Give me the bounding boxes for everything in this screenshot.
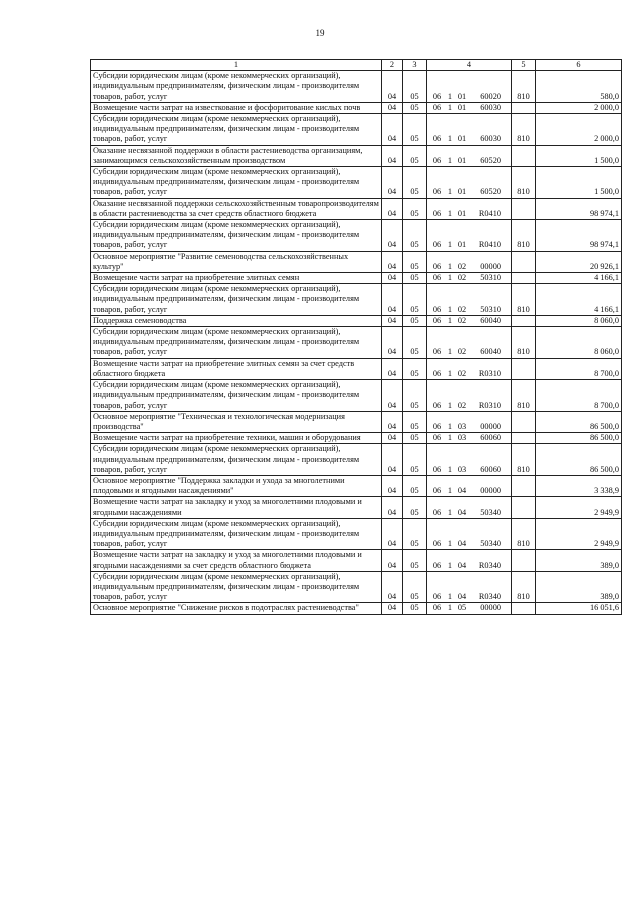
csr-part: 06	[432, 539, 442, 549]
row-name: Субсидии юридическим лицам (кроме некоммерческих организаций), индивидуальным предпринимателям, физическим лицам - производителям товаров, работ, услуг	[91, 518, 382, 550]
row-name: Субсидии юридическим лицам (кроме некоммерческих организаций), индивидуальным предпринимателям, физическим лицам - производителям товаров, работ, услуг	[91, 114, 382, 146]
csr-part: 60030	[480, 134, 501, 144]
row-vr: 810	[512, 167, 536, 199]
row-rz: 04	[382, 380, 403, 412]
csr-part: 1	[447, 155, 453, 165]
table-row	[91, 145, 622, 166]
row-vr	[512, 433, 536, 444]
row-rz: 04	[382, 167, 403, 199]
row-sum: 2 949,9	[536, 497, 622, 518]
row-name: Субсидии юридическим лицам (кроме некоммерческих организаций), индивидуальным предпринимателям, физическим лицам - производителям товаров, работ, услуг	[91, 284, 382, 316]
row-name: Основное мероприятие "Техническая и технологическая модернизация производства"	[91, 411, 382, 432]
csr-part: 02	[457, 347, 467, 357]
csr-part: 60060	[480, 464, 501, 474]
row-rz: 04	[382, 114, 403, 146]
row-rz: 04	[382, 518, 403, 550]
csr-part: R0340	[478, 592, 501, 602]
row-csr	[427, 114, 512, 146]
row-pr: 05	[403, 497, 427, 518]
row-sum: 8 060,0	[536, 315, 622, 326]
row-sum: 86 500,0	[536, 444, 622, 476]
row-rz: 04	[382, 315, 403, 326]
csr-part: 04	[457, 539, 467, 549]
csr-part: 1	[447, 261, 453, 271]
csr-part: 03	[457, 464, 467, 474]
row-sum: 2 000,0	[536, 114, 622, 146]
row-vr: 810	[512, 327, 536, 359]
table-row	[91, 358, 622, 379]
row-vr	[512, 411, 536, 432]
table-body	[91, 71, 622, 614]
row-pr: 05	[403, 475, 427, 496]
csr-part: 1	[447, 347, 453, 357]
row-csr	[427, 497, 512, 518]
csr-part: 1	[447, 91, 453, 101]
csr-part: 06	[432, 155, 442, 165]
table-row	[91, 114, 622, 146]
row-csr	[427, 167, 512, 199]
row-sum: 86 500,0	[536, 411, 622, 432]
table-row	[91, 571, 622, 603]
row-name: Основное мероприятие "Снижение рисков в подотраслях растениеводства"	[91, 603, 382, 614]
row-name: Поддержка семеноводства	[91, 315, 382, 326]
row-pr: 05	[403, 603, 427, 614]
csr-part: 00000	[480, 421, 501, 431]
row-pr: 05	[403, 327, 427, 359]
row-csr	[427, 284, 512, 316]
header-row	[91, 60, 622, 71]
row-rz: 04	[382, 550, 403, 571]
row-name: Возмещение части затрат на приобретение техники, машин и оборудования	[91, 433, 382, 444]
row-rz: 04	[382, 444, 403, 476]
header-cell: 4	[427, 60, 512, 71]
csr-part: 01	[457, 240, 467, 250]
row-pr: 05	[403, 518, 427, 550]
csr-part: 02	[457, 315, 467, 325]
csr-part: 06	[432, 347, 442, 357]
csr-part: 06	[432, 187, 442, 197]
row-name: Основное мероприятие "Развитие семеноводства сельскохозяйственных культур"	[91, 251, 382, 272]
table-row	[91, 380, 622, 412]
table-row	[91, 284, 622, 316]
csr-part: 04	[457, 560, 467, 570]
row-sum: 8 700,0	[536, 380, 622, 412]
row-pr: 05	[403, 444, 427, 476]
row-name: Субсидии юридическим лицам (кроме некоммерческих организаций), индивидуальным предпринимателям, физическим лицам - производителям товаров, работ, услуг	[91, 71, 382, 103]
row-csr	[427, 315, 512, 326]
table-row	[91, 327, 622, 359]
csr-part: 50310	[480, 304, 501, 314]
row-csr	[427, 603, 512, 614]
row-pr: 05	[403, 102, 427, 113]
csr-part: 60520	[480, 187, 501, 197]
row-vr: 810	[512, 114, 536, 146]
row-csr	[427, 251, 512, 272]
row-sum: 1 500,0	[536, 145, 622, 166]
csr-part: 1	[447, 208, 453, 218]
row-rz: 04	[382, 251, 403, 272]
row-pr: 05	[403, 315, 427, 326]
csr-part: 06	[432, 240, 442, 250]
row-csr	[427, 444, 512, 476]
csr-part: 06	[432, 304, 442, 314]
row-rz: 04	[382, 603, 403, 614]
row-vr	[512, 497, 536, 518]
csr-part: 1	[447, 421, 453, 431]
csr-part: 1	[447, 539, 453, 549]
row-rz: 04	[382, 198, 403, 219]
csr-part: 06	[432, 592, 442, 602]
row-csr	[427, 380, 512, 412]
csr-part: 02	[457, 400, 467, 410]
row-name: Субсидии юридическим лицам (кроме некоммерческих организаций), индивидуальным предпринимателям, физическим лицам - производителям товаров, работ, услуг	[91, 220, 382, 252]
csr-part: 1	[447, 273, 453, 283]
csr-part: 02	[457, 261, 467, 271]
row-rz: 04	[382, 145, 403, 166]
row-pr: 05	[403, 380, 427, 412]
row-pr: 05	[403, 273, 427, 284]
csr-part: 60030	[480, 102, 501, 112]
csr-part: 50340	[480, 539, 501, 549]
csr-part: 1	[447, 304, 453, 314]
row-name: Основное мероприятие "Поддержка закладки и ухода за многолетними плодовыми и ягодными насаждениями"	[91, 475, 382, 496]
row-csr	[427, 198, 512, 219]
row-rz: 04	[382, 358, 403, 379]
csr-part: 06	[432, 603, 442, 613]
row-vr	[512, 102, 536, 113]
row-sum: 20 926,1	[536, 251, 622, 272]
row-rz: 04	[382, 497, 403, 518]
table-row	[91, 411, 622, 432]
csr-part: 06	[432, 400, 442, 410]
table-row	[91, 71, 622, 103]
csr-part: 00000	[480, 261, 501, 271]
row-sum: 389,0	[536, 571, 622, 603]
row-pr: 05	[403, 571, 427, 603]
row-csr	[427, 571, 512, 603]
row-rz: 04	[382, 411, 403, 432]
row-sum: 580,0	[536, 71, 622, 103]
row-pr: 05	[403, 284, 427, 316]
row-pr: 05	[403, 167, 427, 199]
csr-part: 60020	[480, 91, 501, 101]
row-name: Оказание несвязанной поддержки в области растениеводства организациям, занимающимся сельскохозяйственным производством	[91, 145, 382, 166]
row-sum: 8 060,0	[536, 327, 622, 359]
table-row	[91, 518, 622, 550]
row-vr: 810	[512, 518, 536, 550]
table-row	[91, 550, 622, 571]
header-cell: 2	[382, 60, 403, 71]
row-sum: 86 500,0	[536, 433, 622, 444]
row-vr: 810	[512, 571, 536, 603]
csr-part: 06	[432, 315, 442, 325]
csr-part: 1	[447, 603, 453, 613]
row-vr	[512, 145, 536, 166]
table-row	[91, 315, 622, 326]
row-name: Возмещение части затрат на приобретение элитных семян	[91, 273, 382, 284]
csr-part: R0340	[478, 560, 501, 570]
csr-part: 06	[432, 102, 442, 112]
row-name: Субсидии юридическим лицам (кроме некоммерческих организаций), индивидуальным предпринимателям, физическим лицам - производителям товаров, работ, услуг	[91, 380, 382, 412]
csr-part: 00000	[480, 603, 501, 613]
csr-part: 06	[432, 507, 442, 517]
row-vr	[512, 475, 536, 496]
row-csr	[427, 102, 512, 113]
csr-part: 04	[457, 507, 467, 517]
csr-part: 60040	[480, 347, 501, 357]
csr-part: 1	[447, 315, 453, 325]
csr-part: 01	[457, 208, 467, 218]
table-row	[91, 433, 622, 444]
csr-part: 01	[457, 134, 467, 144]
row-csr	[427, 411, 512, 432]
table-row	[91, 273, 622, 284]
csr-part: 06	[432, 560, 442, 570]
row-sum: 1 500,0	[536, 167, 622, 199]
csr-part: 1	[447, 486, 453, 496]
row-vr: 810	[512, 71, 536, 103]
row-pr: 05	[403, 220, 427, 252]
row-pr: 05	[403, 433, 427, 444]
header-cell: 1	[91, 60, 382, 71]
row-csr	[427, 273, 512, 284]
table-row	[91, 220, 622, 252]
row-sum: 16 051,6	[536, 603, 622, 614]
row-rz: 04	[382, 220, 403, 252]
table-row	[91, 497, 622, 518]
table-row	[91, 167, 622, 199]
csr-part: R0410	[478, 240, 501, 250]
row-sum: 4 166,1	[536, 284, 622, 316]
header-cell: 3	[403, 60, 427, 71]
row-csr	[427, 518, 512, 550]
row-pr: 05	[403, 71, 427, 103]
row-csr	[427, 145, 512, 166]
row-csr	[427, 550, 512, 571]
header-cell: 6	[536, 60, 622, 71]
row-pr: 05	[403, 251, 427, 272]
row-pr: 05	[403, 411, 427, 432]
csr-part: 01	[457, 91, 467, 101]
row-name: Возмещение части затрат на приобретение элитных семян за счет средств областного бюджета	[91, 358, 382, 379]
csr-part: 06	[432, 421, 442, 431]
row-vr: 810	[512, 444, 536, 476]
row-sum: 98 974,1	[536, 220, 622, 252]
row-vr: 810	[512, 284, 536, 316]
csr-part: 1	[447, 134, 453, 144]
csr-part: 06	[432, 208, 442, 218]
row-pr: 05	[403, 114, 427, 146]
csr-part: 03	[457, 421, 467, 431]
csr-part: 04	[457, 592, 467, 602]
csr-part: 06	[432, 464, 442, 474]
row-sum: 4 166,1	[536, 273, 622, 284]
csr-part: 02	[457, 304, 467, 314]
csr-part: 1	[447, 400, 453, 410]
csr-part: R0310	[478, 400, 501, 410]
table-row	[91, 603, 622, 614]
csr-part: 1	[447, 560, 453, 570]
row-sum: 2 949,9	[536, 518, 622, 550]
row-name: Субсидии юридическим лицам (кроме некоммерческих организаций), индивидуальным предпринимателям, физическим лицам - производителям товаров, работ, услуг	[91, 444, 382, 476]
row-pr: 05	[403, 358, 427, 379]
row-rz: 04	[382, 475, 403, 496]
csr-part: 1	[447, 240, 453, 250]
row-vr	[512, 198, 536, 219]
row-csr	[427, 327, 512, 359]
table-row	[91, 251, 622, 272]
row-vr	[512, 315, 536, 326]
row-rz: 04	[382, 273, 403, 284]
row-vr	[512, 251, 536, 272]
row-name: Субсидии юридическим лицам (кроме некоммерческих организаций), индивидуальным предпринимателям, физическим лицам - производителям товаров, работ, услуг	[91, 167, 382, 199]
row-vr	[512, 273, 536, 284]
table-row	[91, 102, 622, 113]
csr-part: 50310	[480, 273, 501, 283]
csr-part: 1	[447, 507, 453, 517]
csr-part: 50340	[480, 507, 501, 517]
row-rz: 04	[382, 433, 403, 444]
table-row	[91, 198, 622, 219]
row-csr	[427, 433, 512, 444]
row-vr	[512, 358, 536, 379]
csr-part: 06	[432, 433, 442, 443]
row-vr: 810	[512, 380, 536, 412]
row-sum: 8 700,0	[536, 358, 622, 379]
row-name: Субсидии юридическим лицам (кроме некоммерческих организаций), индивидуальным предпринимателям, физическим лицам - производителям товаров, работ, услуг	[91, 327, 382, 359]
row-name: Возмещение части затрат на закладку и уход за многолетними плодовыми и ягодными насаждениями за счет средств областного бюджета	[91, 550, 382, 571]
csr-part: 06	[432, 134, 442, 144]
row-name: Возмещение части затрат на закладку и уход за многолетними плодовыми и ягодными насаждениями	[91, 497, 382, 518]
row-rz: 04	[382, 71, 403, 103]
csr-part: 06	[432, 91, 442, 101]
csr-part: 02	[457, 368, 467, 378]
row-csr	[427, 220, 512, 252]
row-csr	[427, 475, 512, 496]
row-sum: 3 338,9	[536, 475, 622, 496]
csr-part: 60040	[480, 315, 501, 325]
csr-part: 05	[457, 603, 467, 613]
csr-part: 06	[432, 261, 442, 271]
csr-part: 60520	[480, 155, 501, 165]
csr-part: 02	[457, 273, 467, 283]
row-rz: 04	[382, 284, 403, 316]
csr-part: 1	[447, 102, 453, 112]
csr-part: 1	[447, 464, 453, 474]
csr-part: 01	[457, 187, 467, 197]
row-name: Возмещение части затрат на известкование и фосфоритование кислых почв	[91, 102, 382, 113]
row-vr	[512, 550, 536, 571]
row-pr: 05	[403, 145, 427, 166]
budget-table	[90, 59, 622, 615]
csr-part: 04	[457, 486, 467, 496]
csr-part: R0310	[478, 368, 501, 378]
csr-part: 06	[432, 368, 442, 378]
row-vr	[512, 603, 536, 614]
csr-part: 1	[447, 368, 453, 378]
csr-part: R0410	[478, 208, 501, 218]
row-sum: 389,0	[536, 550, 622, 571]
row-rz: 04	[382, 327, 403, 359]
row-csr	[427, 71, 512, 103]
row-name: Оказание несвязанной поддержки сельскохозяйственным товаропроизводителям в области растениеводства за счет средств областного бюджета	[91, 198, 382, 219]
row-rz: 04	[382, 571, 403, 603]
row-vr: 810	[512, 220, 536, 252]
csr-part: 60060	[480, 433, 501, 443]
csr-part: 06	[432, 273, 442, 283]
row-sum: 98 974,1	[536, 198, 622, 219]
csr-part: 00000	[480, 486, 501, 496]
page-number: 19	[315, 28, 325, 38]
row-pr: 05	[403, 198, 427, 219]
csr-part: 1	[447, 592, 453, 602]
csr-part: 1	[447, 433, 453, 443]
csr-part: 1	[447, 187, 453, 197]
row-csr	[427, 358, 512, 379]
table-row	[91, 475, 622, 496]
header-cell: 5	[512, 60, 536, 71]
csr-part: 03	[457, 433, 467, 443]
table-row	[91, 444, 622, 476]
row-pr: 05	[403, 550, 427, 571]
row-rz: 04	[382, 102, 403, 113]
row-name: Субсидии юридическим лицам (кроме некоммерческих организаций), индивидуальным предпринимателям, физическим лицам - производителям товаров, работ, услуг	[91, 571, 382, 603]
csr-part: 01	[457, 155, 467, 165]
row-sum: 2 000,0	[536, 102, 622, 113]
csr-part: 06	[432, 486, 442, 496]
csr-part: 01	[457, 102, 467, 112]
